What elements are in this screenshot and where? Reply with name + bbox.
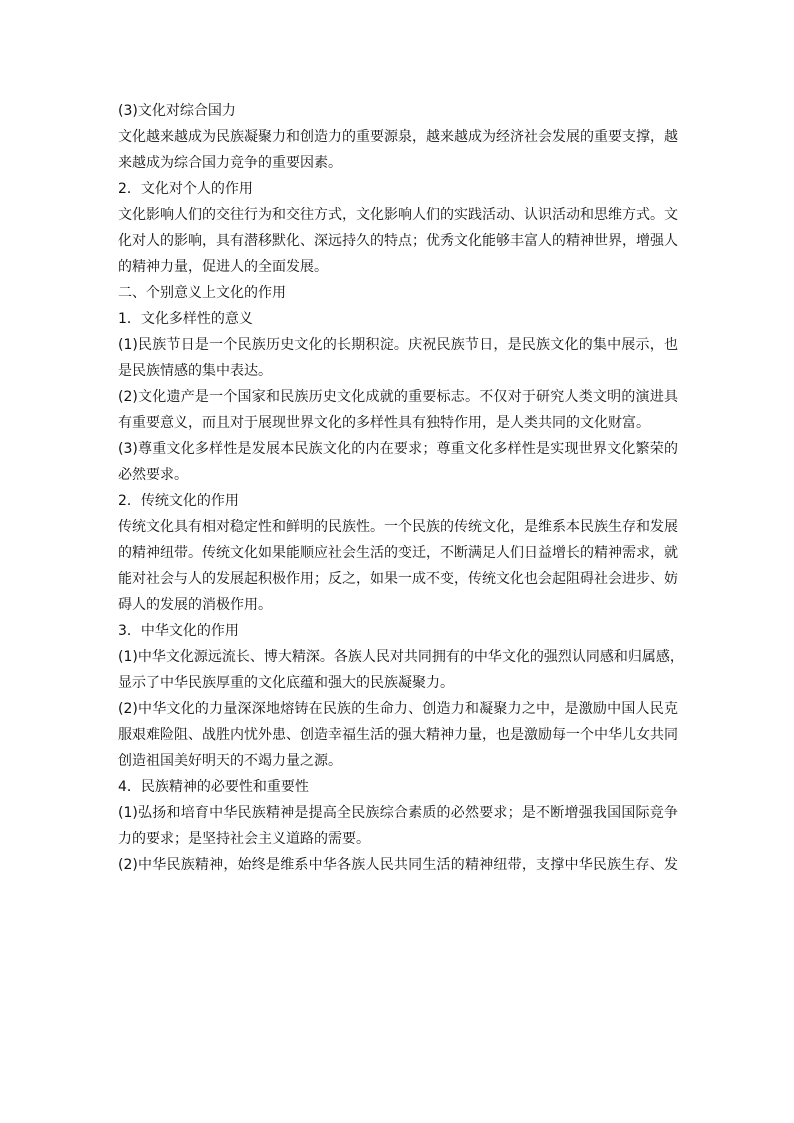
text-line: 化对人的影响，具有潜移默化、深远持久的特点；优秀文化能够丰富人的精神世界，增强人 <box>118 233 678 249</box>
text-line: 的精神力量，促进人的全面发展。 <box>118 259 328 275</box>
text-line: (1)中华文化源远流长、博大精深。各族人民对共同拥有的中华文化的强烈认同感和归属感， <box>118 649 684 665</box>
text-line: 文化越来越成为民族凝聚力和创造力的重要源泉，越来越成为经济社会发展的重要支撑，越 <box>118 129 678 145</box>
text-line: (2)中华文化的力量深深地熔铸在民族的生命力、创造力和凝聚力之中，是激励中国人民克 <box>118 701 678 717</box>
text-line: 来越成为综合国力竞争的重要因素。 <box>118 155 342 171</box>
text-line: 服艰难险阻、战胜内忧外患、创造幸福生活的强大精神力量，也是激励每一个中华儿女共同 <box>118 727 678 743</box>
text-line: 显示了中华民族厚重的文化底蕴和强大的民族凝聚力。 <box>118 675 454 691</box>
text-line: 必然要求。 <box>118 467 188 483</box>
text-line: (2)中华民族精神，始终是维系中华各族人民共同生活的精神纽带，支撑中华民族生存、发 <box>118 857 678 873</box>
text-line: 文化影响人们的交往行为和交往方式，文化影响人们的实践活动、认识活动和思维方式。文 <box>118 207 678 223</box>
text-line: (3)文化对综合国力 <box>118 103 236 119</box>
subsection-heading: 2．传统文化的作用 <box>118 493 239 509</box>
document-page <box>118 98 684 878</box>
text-line: 能对社会与人的发展起积极作用；反之，如果一成不变，传统文化也会起阻碍社会进步、妨 <box>118 571 678 587</box>
subsection-heading: 1．文化多样性的意义 <box>118 311 253 327</box>
text-line: 力的要求；是坚持社会主义道路的需要。 <box>118 831 370 847</box>
subsection-heading: 4．民族精神的必要性和重要性 <box>118 779 309 795</box>
section-heading: 二、个别意义上文化的作用 <box>118 285 286 301</box>
subsection-heading: 3．中华文化的作用 <box>118 623 239 639</box>
text-line: 碍人的发展的消极作用。 <box>118 597 272 613</box>
text-line: 传统文化具有相对稳定性和鲜明的民族性。一个民族的传统文化，是维系本民族生存和发展 <box>118 519 678 535</box>
text-line: (1)民族节日是一个民族历史文化的长期积淀。庆祝民族节日，是民族文化的集中展示，也 <box>118 337 678 353</box>
text-line: 有重要意义，而且对于展现世界文化的多样性具有独特作用，是人类共同的文化财富。 <box>118 415 650 431</box>
text-line: 的精神纽带。传统文化如果能顺应社会生活的变迁，不断满足人们日益增长的精神需求，就 <box>118 545 678 561</box>
text-line: 是民族情感的集中表达。 <box>118 363 272 379</box>
text-line: (3)尊重文化多样性是发展本民族文化的内在要求；尊重文化多样性是实现世界文化繁荣的 <box>118 441 678 457</box>
text-line: (2)文化遗产是一个国家和民族历史文化成就的重要标志。不仅对于研究人类文明的演进具 <box>118 389 678 405</box>
text-line: (1)弘扬和培育中华民族精神是提高全民族综合素质的必然要求；是不断增强我国国际竞争 <box>118 805 678 821</box>
text-line: 2．文化对个人的作用 <box>118 181 253 197</box>
text-line: 创造祖国美好明天的不竭力量之源。 <box>118 753 342 769</box>
